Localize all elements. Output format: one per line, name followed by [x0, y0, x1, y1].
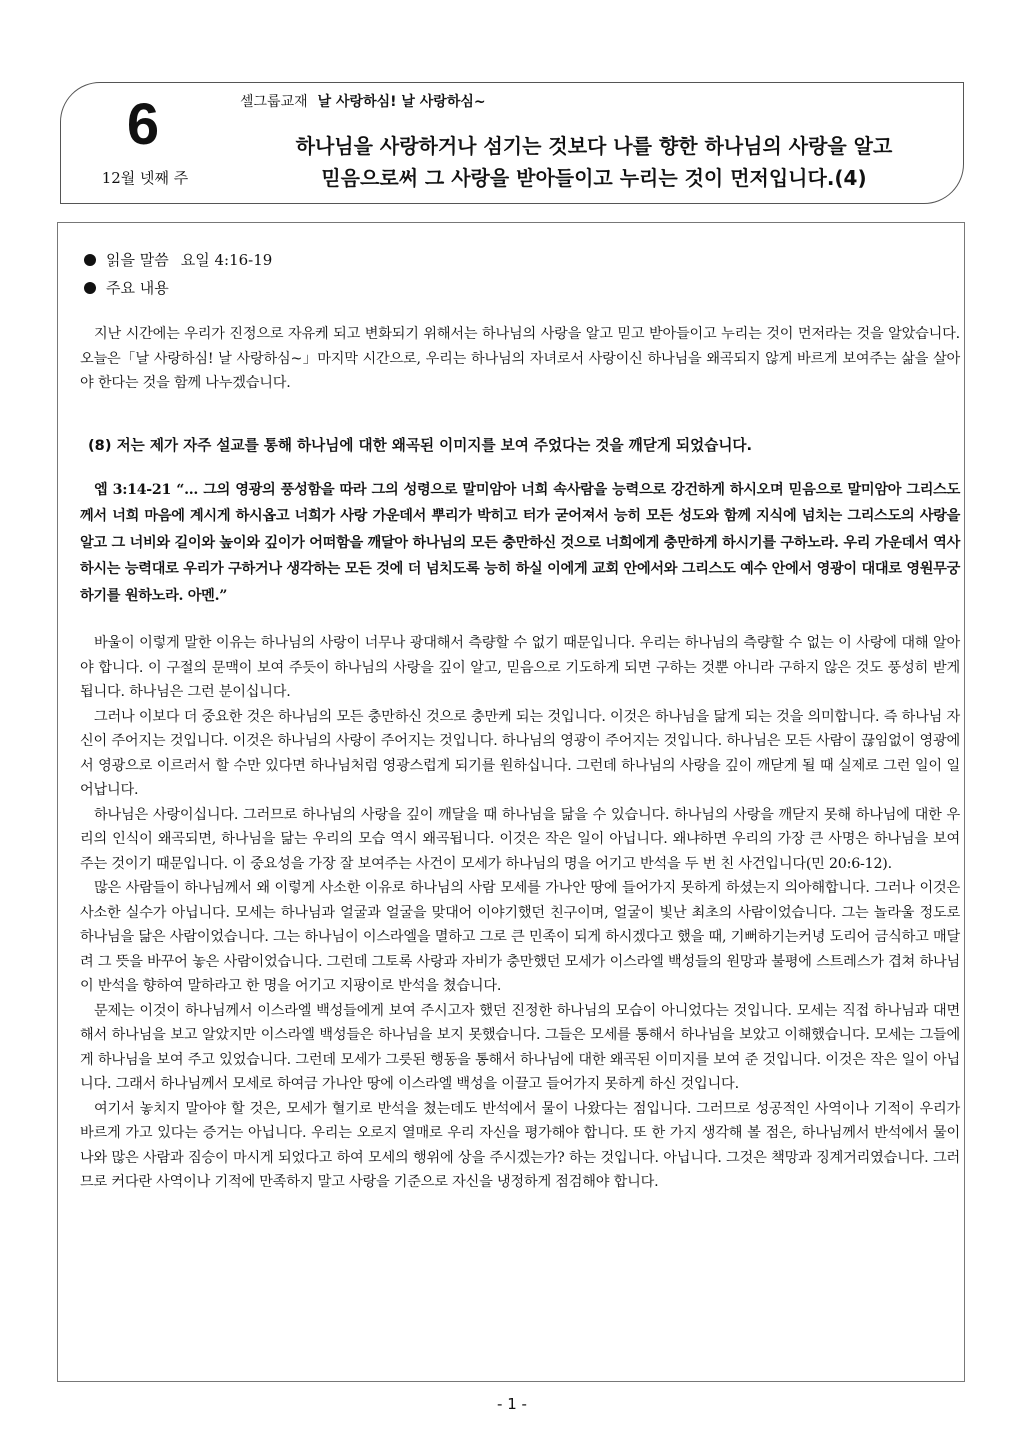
bullet-icon [84, 282, 96, 294]
title-line-1: 하나님을 사랑하거나 섬기는 것보다 나를 향한 하나님의 사랑을 알고 [295, 134, 893, 158]
body-paragraphs [80, 631, 960, 1195]
lesson-number: 6 [126, 92, 160, 157]
reading-ref: 요일 4:16-19 [180, 251, 273, 269]
intro-paragraph: 지난 시간에는 우리가 진정으로 자유케 되고 변화되기 위해서는 하나님의 사랑을 알고 믿고 받아들이고 누리는 것이 먼저라는 것을 알았습니다. 오늘은「날 사랑하심! 날 사랑하심~」마지막 시간으로, 우리는 하나님의 자녀로서 사랑이신 하나님을 왜곡되지 않게 바르게 보여주는 삶을 살아야 한다는 것을 함께 나누겠습니다. [80, 326, 960, 391]
body-paragraph: 하나님은 사랑이십니다. 그러므로 하나님의 사랑을 깊이 깨달을 때 하나님을 닮을 수 있습니다. 하나님의 사랑을 깨닫지 못해 하나님에 대한 우리의 인식이 왜곡되면, 하나님을 닮는 우리의 모습 역시 왜곡됩니다. 이것은 작은 일이 아닙니다. 왜냐하면 우리의 가장 큰 사명은 하나님을 보여 주는 것이기 때문입니다. 이 중요성을 가장 잘 보여주는 사건이 모세가 하나님의 명을 어기고 반석을 두 번 친 사건입니다(민 20:6-12). [80, 806, 960, 872]
scripture-quote: 엡 3:14-21 “… 그의 영광의 풍성함을 따라 그의 성령으로 말미암아 너희 속사람을 능력으로 강건하게 하시오며 믿음으로 말미암아 그리스도께서 너희 마음에 계시게 하시옵고 너희가 사랑 가운데서 뿌리가 박히고 터가 굳어져서 능히 모든 성도와 함께 지식에 넘치는 그리스도의 사랑을 알고 그 너비와 길이와 높이와 깊이가 어떠함을 깨달아 하나님의 모든 충만하신 것으로 너희에게 충만하게 하시기를 구하노라. 우리 가운데서 역사하시는 능력대로 우리가 구하거나 생각하는 모든 것에 더 넘치도록 능히 하실 이에게 교회 안에서와 그리스도 예수 안에서 영광이 대대로 영원무궁하기를 원하노라. 아멘.” [80, 481, 960, 604]
body-paragraph: 문제는 이것이 하나님께서 이스라엘 백성들에게 보여 주시고자 했던 진정한 하나님의 모습이 아니었다는 것입니다. 모세는 직접 하나님과 대면해서 하나님을 보고 알았지만 이스라엘 백성들은 하나님을 보지 못했습니다. 그들은 모세를 통해서 하나님을 보았고 이해했습니다. 모세는 그들에게 하나님을 보여 주고 있었습니다. 그런데 모세가 그릇된 행동을 통해서 하나님에 대한 왜곡된 이미지를 보여 준 것입니다. 이것은 작은 일이 아닙니다. 그래서 하나님께서 모세로 하여금 가나안 땅에 이스라엘 백성을 이끌고 들어가지 못하게 하신 것입니다. [80, 1002, 960, 1093]
page-title [230, 130, 958, 194]
title-line-2: 믿음으로써 그 사랑을 받아들이고 누리는 것이 먼저입니다.(4) [321, 166, 867, 190]
bullet-icon [84, 254, 96, 266]
series-label: 셀그룹교재 [240, 94, 308, 110]
series-title: 날 사랑하심! 날 사랑하심~ [317, 94, 486, 110]
series-line [240, 92, 486, 112]
lesson-content [80, 246, 960, 1195]
body-paragraph: 그러나 이보다 더 중요한 것은 하나님의 모든 충만하신 것으로 충만케 되는 것입니다. 이것은 하나님을 닮게 되는 것을 의미합니다. 즉 하나님 자신이 주어지는 것입니다. 이것은 하나님의 사랑이 주어지는 것입니다. 하나님의 영광이 주어지는 것입니다. 하나님은 모든 사람이 끊임없이 영광에서 영광으로 이르러서 할 수만 있다면 하나님처럼 영광스럽게 되기를 원하십니다. 그런데 하나님의 사랑을 깊이 깨닫게 될 때 실제로 그런 일이 일어납니다. [80, 708, 960, 799]
page-number: - 1 - [497, 1395, 527, 1413]
body-paragraph: 여기서 놓치지 말아야 할 것은, 모세가 혈기로 반석을 쳤는데도 반석에서 물이 나왔다는 점입니다. 그러므로 성공적인 사역이나 기적이 우리가 바르게 가고 있다는 증거는 아닙니다. 우리는 오로지 열매로 우리 자신을 평가해야 합니다. 또 한 가지 생각해 볼 점은, 하나님께서 반석에서 물이 나와 많은 사람과 짐승이 마시게 되었다고 하여 모세의 행위에 상을 주시겠는가? 하는 것입니다. 아닙니다. 그것은 책망과 징계거리였습니다. 그러므로 커다란 사역이나 기적에 만족하지 말고 사랑을 기준으로 자신을 냉정하게 점검해야 합니다. [80, 1100, 960, 1191]
summary-label: 주요 내용 [106, 279, 169, 297]
section-heading: (8) 저는 제가 자주 설교를 통해 하나님에 대한 왜곡된 이미지를 보여 주었다는 것을 깨닫게 되었습니다. [88, 436, 753, 454]
body-paragraph: 많은 사람들이 하나님께서 왜 이렇게 사소한 이유로 하나님의 사람 모세를 가나안 땅에 들어가지 못하게 하셨는지 의아해합니다. 그러나 이것은 사소한 실수가 아닙니다. 모세는 하나님과 얼굴과 얼굴을 맞대어 이야기했던 친구이며, 얼굴이 빛난 최초의 사람이었습니다. 그는 놀라울 정도로 하나님을 닮은 사람이었습니다. 그는 하나님이 이스라엘을 멸하고 그로 큰 민족이 되게 하시겠다고 했을 때, 기뻐하기는커녕 도리어 금식하고 매달려 그 뜻을 바꾸어 놓은 사람이었습니다. 그런데 그토록 사랑과 자비가 충만했던 모세가 이스라엘 백성들의 원망과 불평에 스트레스가 겹쳐 하나님이 반석을 향하여 말하라고 한 명을 어기고 지팡이로 반석을 쳤습니다. [80, 880, 960, 995]
reading-label: 읽을 말씀 [106, 251, 169, 269]
reading-row [80, 246, 960, 274]
body-paragraph: 바울이 이렇게 말한 이유는 하나님의 사랑이 너무나 광대해서 측량할 수 없기 때문입니다. 우리는 하나님의 측량할 수 없는 이 사랑에 대해 알아야 합니다. 이 구절의 문맥이 보여 주듯이 하나님의 사랑을 깊이 알고, 믿음으로 기도하게 되면 구하는 것뿐 아니라 구하지 않은 것도 풍성히 받게 됩니다. 하나님은 그런 분이십니다. [80, 635, 960, 701]
week-label: 12월 넷째 주 [101, 169, 189, 187]
summary-row [80, 274, 960, 302]
